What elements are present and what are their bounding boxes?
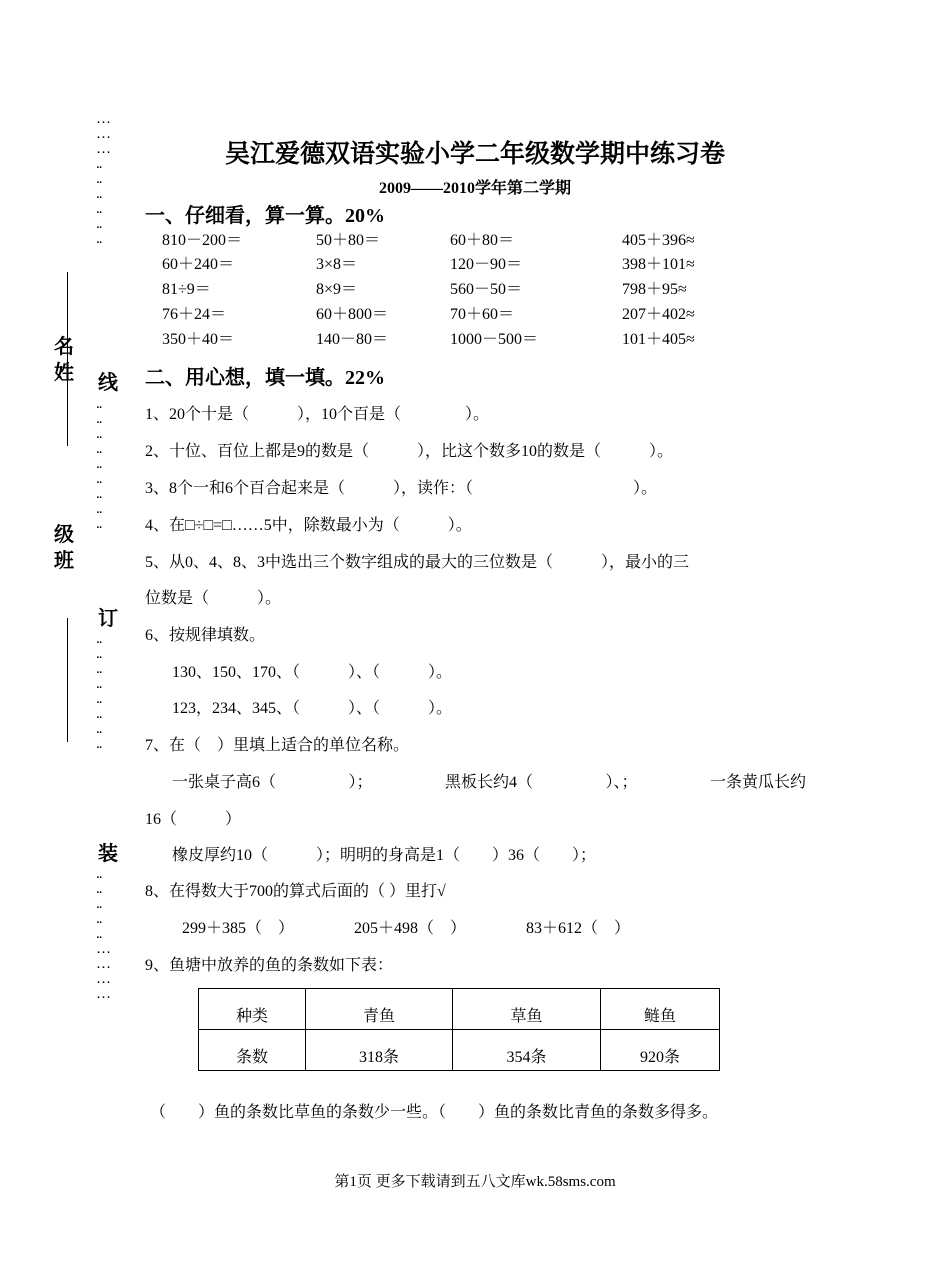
- calc-item: 810－200＝: [162, 232, 243, 249]
- question-7-line3: 橡皮厚约10（ ）；明明的身高是1（ ）36（ ）；: [172, 847, 597, 864]
- question-7-line2: 16（ ）: [145, 811, 242, 828]
- calc-item: 60＋80＝: [450, 232, 515, 249]
- section1-heading: 一、仔细看，算一算。20%: [145, 205, 385, 227]
- question-8: 8、在得数大于700的算式后面的（ ）里打√: [145, 883, 446, 900]
- binding-dots-mid1: .. .. .. .. .. .. .. .. ..: [96, 396, 102, 532]
- table-row: [199, 989, 720, 1030]
- question-5-line2: 位数是（ ）。: [145, 590, 282, 607]
- calc-item: 560－50＝: [450, 281, 523, 298]
- question-9: 9、鱼塘中放养的鱼的条数如下表：: [145, 957, 394, 974]
- q8-item: 205＋498（ ）: [354, 920, 467, 937]
- question-2: 2、十位、百位上都是9的数是（ ），比这个数多10的数是（ ）。: [145, 443, 674, 460]
- class-field-line: [67, 618, 68, 742]
- question-4: 4、在□÷□=□……5中，除数最小为（ ）。: [145, 517, 472, 534]
- calc-item: 398＋101≈: [622, 256, 695, 273]
- question-7-line1: [172, 769, 806, 792]
- q7-part: 黑板长约4（: [444, 774, 533, 791]
- calc-item: 140－80＝: [316, 331, 389, 348]
- q7-part: ）、；: [605, 774, 638, 791]
- calc-item: 1000－500＝: [450, 331, 539, 348]
- table-cell: 青鱼: [306, 989, 453, 1030]
- table-cell: 354条: [453, 1030, 601, 1071]
- calc-item: 50＋80＝: [316, 232, 381, 249]
- question-9-followup: （ ）鱼的条数比草鱼的条数少一些。（ ）鱼的条数比青鱼的条数多得多。: [150, 1104, 719, 1121]
- binding-char-order: 订: [98, 608, 118, 630]
- question-6: 6、按规律填数。: [145, 627, 266, 644]
- binding-char-line: 线: [98, 372, 118, 394]
- section2-heading: 二、用心想，填一填。22%: [145, 367, 385, 389]
- calc-item: 120－90＝: [450, 256, 523, 273]
- table-cell: 鲢鱼: [601, 989, 720, 1030]
- fish-table: [198, 988, 720, 1071]
- calc-item: 798＋95≈: [622, 281, 687, 298]
- table-cell: 920条: [601, 1030, 720, 1071]
- calc-item: 81÷9＝: [162, 281, 211, 298]
- q7-part: ）；: [348, 774, 373, 791]
- calc-item: 207＋402≈: [622, 306, 695, 323]
- q8-item: 83＋612（ ）: [526, 920, 631, 937]
- q7-part: 一张桌子高6（: [172, 774, 277, 791]
- binding-dots-mid2: .. .. .. .. .. .. .. ..: [96, 631, 102, 752]
- question-6-sequence-a: 130、150、170、（ ）、（ ）。: [172, 664, 453, 681]
- binding-margin: [96, 112, 122, 1152]
- calc-item: 60＋800＝: [316, 306, 389, 323]
- question-7: 7、在（ ）里填上适合的单位名称。: [145, 737, 410, 754]
- calc-item: 405＋396≈: [622, 232, 695, 249]
- page-footer: 第1页 更多下载请到五八文库wk.58sms.com: [334, 1174, 616, 1190]
- name-label: 名 姓: [54, 336, 74, 384]
- calc-item: 3×8＝: [316, 256, 358, 273]
- table-cell: 条数: [199, 1030, 306, 1071]
- binding-char-bind: 装: [98, 843, 118, 865]
- table-cell: 318条: [306, 1030, 453, 1071]
- question-5-line1: 5、从0、4、8、3中选出三个数字组成的最大的三位数是（ ），最小的三: [145, 554, 690, 571]
- question-6-sequence-b: 123，234、345、（ ）、（ ）。: [172, 700, 453, 717]
- calc-item: 8×9＝: [316, 281, 358, 298]
- page-title: 吴江爱德双语实验小学二年级数学期中练习卷: [224, 141, 725, 168]
- calc-item: 60＋240＝: [162, 256, 235, 273]
- binding-dots-bottom: .. .. .. .. .. … … … …: [96, 866, 110, 1002]
- q8-item: 299＋385（ ）: [182, 920, 295, 937]
- question-1: 1、20个十是（ ），10个百是（ ）。: [145, 406, 490, 423]
- table-cell: 种类: [199, 989, 306, 1030]
- q7-part: 一条黄瓜长约: [709, 774, 806, 791]
- calc-item: 101＋405≈: [622, 331, 695, 348]
- calc-item: 76＋24＝: [162, 306, 227, 323]
- question-3: 3、8个一和6个百合起来是（ ），读作：（ ）。: [145, 480, 658, 497]
- binding-dots-top: … … … .. .. .. .. .. ..: [96, 111, 110, 247]
- class-label: 级 班: [54, 524, 74, 572]
- table-row: [199, 1030, 720, 1071]
- table-cell: 草鱼: [453, 989, 601, 1030]
- calc-item: 70＋60＝: [450, 306, 515, 323]
- page-subtitle: 2009——2010学年第二学期: [378, 180, 571, 197]
- calc-item: 350＋40＝: [162, 331, 235, 348]
